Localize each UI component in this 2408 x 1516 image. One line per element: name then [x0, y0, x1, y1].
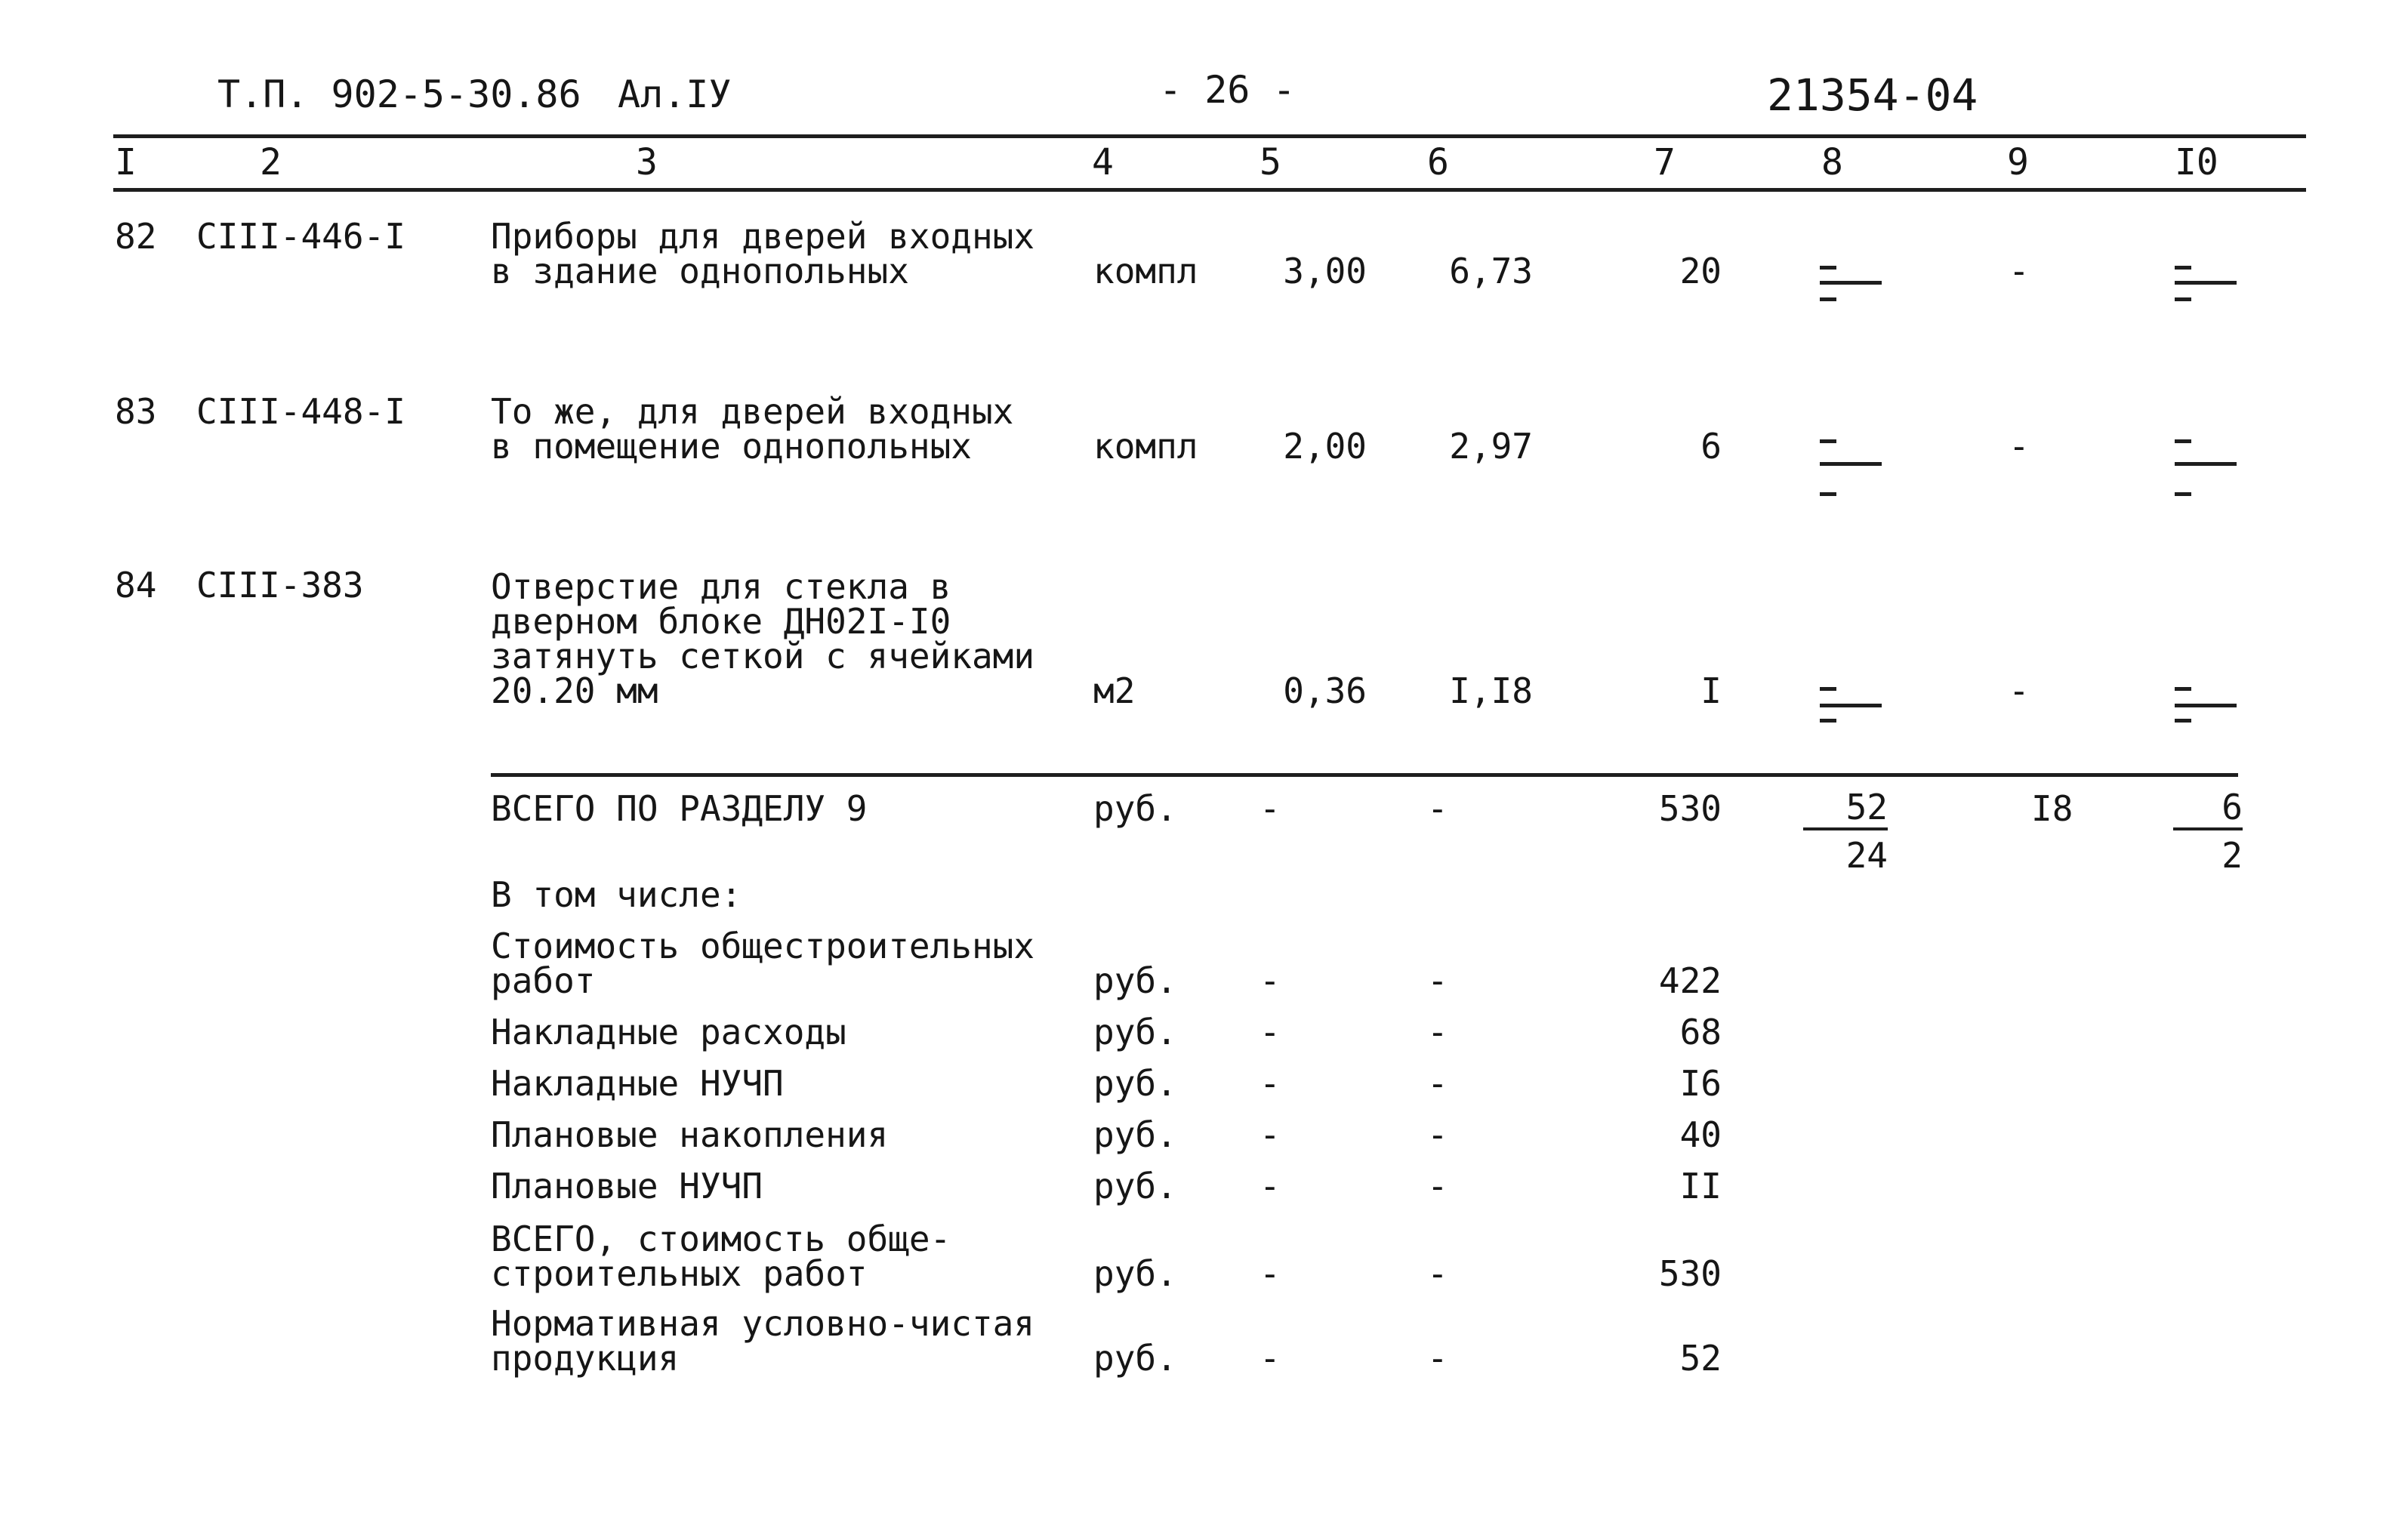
column-number: 9 [2007, 141, 2029, 183]
quantity: - [1259, 1012, 1281, 1052]
item-description-line: дверном блоке ДН02I-I0 [491, 601, 951, 642]
column-10-denominator: 2 [2221, 835, 2243, 876]
unit: руб. [1093, 1012, 1177, 1052]
quantity: 2,00 [1283, 426, 1367, 467]
quantity: - [1259, 1063, 1281, 1104]
unit-price: - [1427, 788, 1448, 829]
breakdown-label-line: Накладные расходы [491, 1012, 846, 1052]
unit: компл [1093, 251, 1198, 291]
item-description-line: затянуть сеткой с ячейками [491, 636, 1035, 676]
breakdown-label-line: Плановые НУЧП [491, 1166, 763, 1206]
quantity: - [1259, 1114, 1281, 1155]
fraction-bar [1803, 827, 1888, 830]
column-number: 3 [636, 141, 658, 183]
quantity: 0,36 [1283, 670, 1367, 711]
unit-price: - [1427, 1253, 1448, 1294]
column-number: 7 [1654, 141, 1676, 183]
unit-price: 6,73 [1449, 251, 1533, 291]
document-code: 21354-04 [1767, 69, 1978, 121]
quantity: 3,00 [1283, 251, 1367, 291]
column-number: 2 [260, 141, 282, 183]
document-reference: Т.П. 902-5-30.86 [217, 72, 581, 116]
total-cost: 422 [1658, 960, 1722, 1001]
item-code: СIII-446-I [196, 216, 405, 257]
item-description-line: Приборы для дверей входных [491, 216, 1035, 257]
total-cost: 6 [1700, 426, 1722, 467]
row-number: 83 [115, 391, 157, 432]
column-8-numerator: 52 [1845, 787, 1888, 827]
unit: руб. [1093, 788, 1177, 829]
quantity: - [1259, 1253, 1281, 1294]
quantity: - [1259, 788, 1281, 829]
breakdown-label-line: Накладные НУЧП [491, 1063, 784, 1104]
unit: руб. [1093, 1253, 1177, 1294]
row-number: 82 [115, 216, 157, 257]
item-description-line: То же, для дверей входных [491, 391, 1014, 432]
album-number: Ал.IУ [618, 72, 732, 116]
column-number: I0 [2175, 141, 2218, 183]
unit-price: 2,97 [1449, 426, 1533, 467]
item-description-line: 20.20 мм [491, 670, 658, 711]
quantity: - [1259, 1338, 1281, 1379]
column-number: I [115, 141, 137, 183]
column-9-value: - [2009, 426, 2030, 467]
breakdown-label-line: строительных работ [491, 1253, 868, 1294]
fraction-bar [2173, 827, 2243, 830]
column-number: 8 [1821, 141, 1843, 183]
breakdown-label-line: Стоимость общестроительных [491, 926, 1035, 966]
breakdown-label-line: ВСЕГО, стоимость обще- [491, 1219, 951, 1259]
unit: м2 [1093, 670, 1136, 711]
row-number: 84 [115, 565, 157, 605]
unit: руб. [1093, 1166, 1177, 1206]
item-description-line: Отверстие для стекла в [491, 566, 951, 607]
top-rule [113, 134, 2306, 138]
total-cost: I [1700, 670, 1722, 711]
item-code: СIII-383 [196, 565, 364, 605]
unit-price: - [1427, 1063, 1448, 1104]
breakdown-label-line: продукция [491, 1338, 680, 1379]
total-cost: 40 [1679, 1114, 1722, 1155]
column-8-denominator: 24 [1845, 835, 1888, 876]
including-label: В том числе: [491, 874, 742, 915]
unit: руб. [1093, 960, 1177, 1001]
breakdown-label-line: Плановые накопления [491, 1114, 889, 1155]
unit-price: - [1427, 960, 1448, 1001]
column-number: 6 [1427, 141, 1449, 183]
unit-price: - [1427, 1012, 1448, 1052]
section-total-label: ВСЕГО ПО РАЗДЕЛУ 9 [491, 788, 868, 829]
total-cost: 52 [1679, 1338, 1722, 1379]
unit-price: - [1427, 1338, 1448, 1379]
column-number: 5 [1259, 141, 1281, 183]
column-9-value: I8 [2031, 788, 2073, 829]
quantity: - [1259, 960, 1281, 1001]
section-total-rule [491, 773, 2238, 777]
unit: компл [1093, 426, 1198, 467]
column-10-numerator: 6 [2221, 787, 2243, 827]
unit: руб. [1093, 1338, 1177, 1379]
total-cost: I6 [1679, 1063, 1722, 1104]
quantity: - [1259, 1166, 1281, 1206]
column-header-rule [113, 188, 2306, 192]
total-cost: 530 [1658, 788, 1722, 829]
unit-price: - [1427, 1114, 1448, 1155]
unit: руб. [1093, 1063, 1177, 1104]
page-number: - 26 - [1159, 68, 1296, 112]
unit-price: I,I8 [1449, 670, 1533, 711]
total-cost: 530 [1658, 1253, 1722, 1294]
column-9-value: - [2009, 670, 2030, 711]
item-description-line: в помещение однопольных [491, 426, 972, 467]
item-description-line: в здание однопольных [491, 251, 909, 291]
breakdown-label-line: работ [491, 960, 596, 1001]
total-cost: 20 [1679, 251, 1722, 291]
column-9-value: - [2009, 251, 2030, 291]
item-code: СIII-448-I [196, 391, 405, 432]
unit: руб. [1093, 1114, 1177, 1155]
breakdown-label-line: Нормативная условно-чистая [491, 1303, 1035, 1344]
column-number: 4 [1092, 141, 1114, 183]
total-cost: 68 [1679, 1012, 1722, 1052]
total-cost: II [1679, 1166, 1722, 1206]
unit-price: - [1427, 1166, 1448, 1206]
